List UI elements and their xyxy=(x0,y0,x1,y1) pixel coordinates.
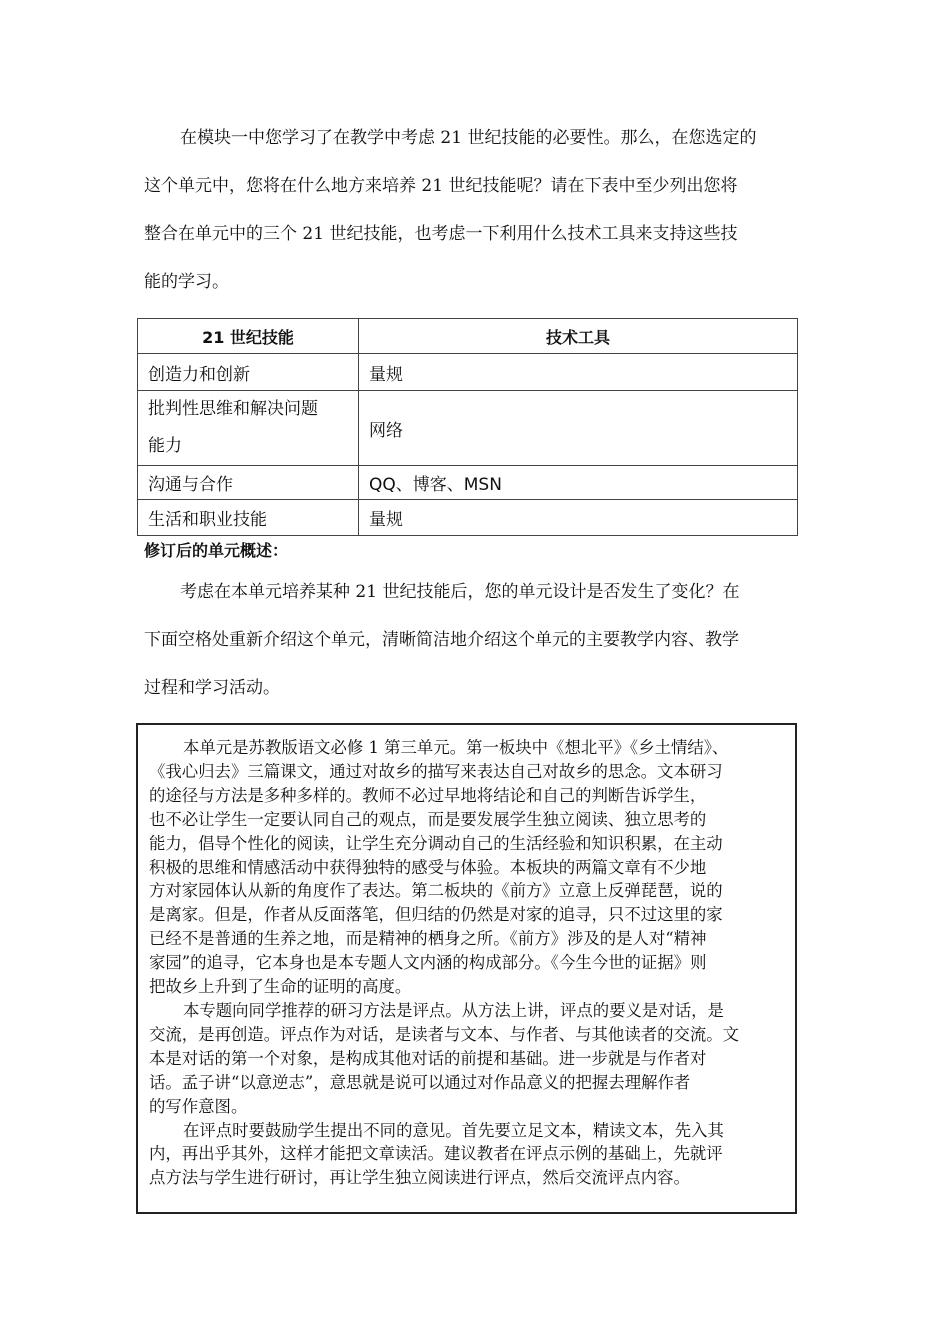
overview-line: 的途径与方法是多种多样的。教师不必过早地将结论和自己的判断告诉学生， xyxy=(149,785,707,805)
tool-cell: 网络 xyxy=(359,391,798,466)
overview-line: 话。孟子讲“以意逆志”，意思就是说可以通过对作品意义的把握去理解作者 xyxy=(149,1072,691,1092)
unit-overview-box xyxy=(136,723,797,1214)
overview-line: 家园”的追寻，它本身也是本专题人文内涵的构成部分。《今生今世的证据》则 xyxy=(149,953,707,973)
overview-line: 也不必让学生一定要认同自己的观点，而是要发展学生独立阅读、独立思考的 xyxy=(149,809,707,829)
column-header-skill: 21 世纪技能 xyxy=(138,319,359,354)
overview-line: 能力，倡导个性化的阅读，让学生充分调动自己的生活经验和知识积累，在主动 xyxy=(149,833,723,853)
overview-line: 内，再出乎其外，这样才能把文章读活。建议教者在评点示例的基础上，先就评 xyxy=(149,1144,723,1164)
skill-text: 生活和职业技能 xyxy=(148,510,267,530)
skills-table xyxy=(137,318,798,536)
skill-cell xyxy=(138,391,359,466)
skill-cell xyxy=(138,354,359,391)
revised-heading: 修订后的单元概述： xyxy=(144,541,289,560)
skill-text: 创造力和创新 xyxy=(148,364,250,385)
overview-line: 本是对话的第一个对象，是构成其他对话的前提和基础。进一步就是与作者对 xyxy=(149,1048,707,1068)
overview-line: 是离家。但是，作者从反面落笔，但归结的仍然是对家的追寻，只不过这里的家 xyxy=(149,905,723,925)
table-header-row xyxy=(138,319,798,354)
overview-line: 点方法与学生进行研讨，再让学生独立阅读进行评点，然后交流评点内容。 xyxy=(149,1168,690,1188)
skill-cell xyxy=(138,500,359,536)
intro-line: 这个单元中，您将在什么地方来培养 21 世纪技能呢？请在下表中至少列出您将 xyxy=(144,176,738,196)
intro-line: 在模块一中您学习了在教学中考虑 21 世纪技能的必要性。那么，在您选定的 xyxy=(180,128,757,148)
overview-line: 交流，是再创造。评点作为对话，是读者与文本、与作者、与其他读者的交流。文 xyxy=(149,1024,740,1044)
skill-text: 沟通与合作 xyxy=(148,475,233,495)
revised-line: 下面空格处重新介绍这个单元，清晰简洁地介绍这个单元的主要教学内容、教学 xyxy=(144,630,739,650)
table-row xyxy=(138,500,798,536)
tool-cell: 量规 xyxy=(359,354,798,391)
intro-line: 整合在单元中的三个 21 世纪技能，也考虑一下利用什么技术工具来支持这些技 xyxy=(144,224,738,244)
overview-line: 本专题向同学推荐的研习方法是评点。从方法上讲，评点的要义是对话，是 xyxy=(183,1000,724,1020)
skill-text: 能力 xyxy=(148,436,182,456)
revised-line: 考虑在本单元培养某种 21 世纪技能后，您的单元设计是否发生了变化？在 xyxy=(180,582,740,602)
revised-paragraph xyxy=(144,568,808,712)
table-row xyxy=(138,466,798,500)
revised-line: 过程和学习活动。 xyxy=(144,678,280,698)
tool-cell: 量规 xyxy=(359,500,798,536)
overview-line: 已经不是普通的生养之地，而是精神的栖身之所。《前方》涉及的是人对“精神 xyxy=(149,929,707,949)
overview-line: 把故乡上升到了生命的证明的高度。 xyxy=(149,977,412,997)
overview-line: 《我心归去》三篇课文，通过对故乡的描写来表达自己对故乡的思念。文本研习 xyxy=(149,761,723,781)
intro-line: 能的学习。 xyxy=(144,272,229,292)
skill-cell xyxy=(138,466,359,500)
skill-text: 批判性思维和解决问题 xyxy=(148,399,318,419)
overview-line: 在评点时要鼓励学生提出不同的意见。首先要立足文本，精读文本，先入其 xyxy=(183,1120,724,1140)
table-row xyxy=(138,391,798,466)
column-header-tool: 技术工具 xyxy=(359,319,798,354)
intro-paragraph xyxy=(144,114,808,306)
overview-line: 本单元是苏教版语文必修 1 第三单元。第一板块中《想北平》《乡土情结》、 xyxy=(183,738,729,757)
overview-line: 方对家园体认从新的角度作了表达。第二板块的《前方》立意上反弹琵琶，说的 xyxy=(149,881,723,901)
table-row xyxy=(138,354,798,391)
tool-cell: QQ、博客、MSN xyxy=(359,466,798,500)
overview-line: 的写作意图。 xyxy=(149,1096,248,1116)
overview-line: 积极的思维和情感活动中获得独特的感受与体验。本板块的两篇文章有不少地 xyxy=(149,857,707,877)
